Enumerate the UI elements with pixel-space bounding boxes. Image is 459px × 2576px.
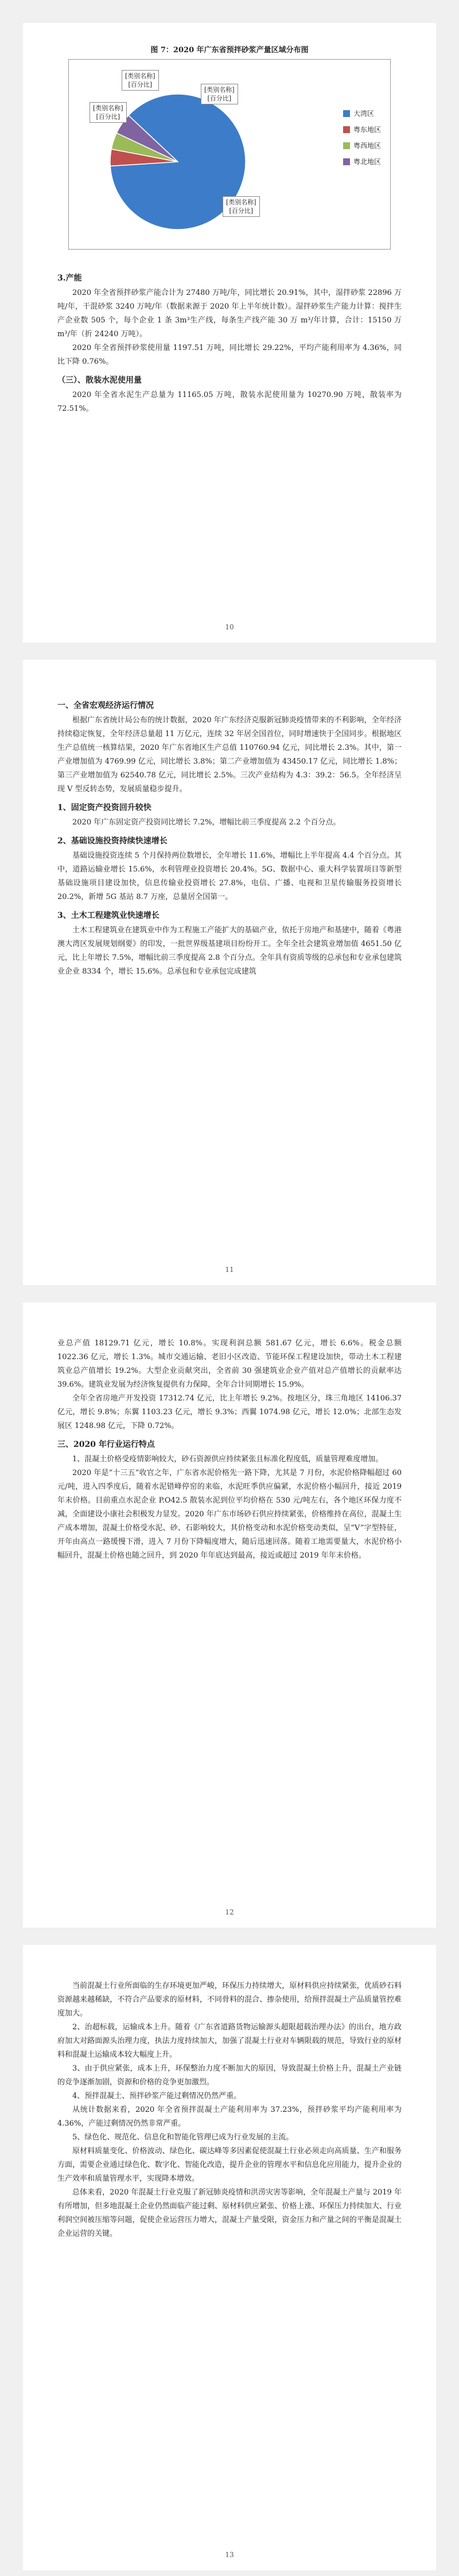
document-page-2 [23, 660, 436, 1285]
legend-item: 大湾区 [343, 106, 381, 122]
paragraph-capacity-usage: 2020 年全省预拌砂浆使用量 1197.51 万吨，同比增长 29.22%，平均产能利用率为 4.36%，同比下降 0.76%。 [57, 344, 402, 366]
paragraph-point-3: 3、由于供应紧张，成本上升，环保整治力度不断加大的原因，导致混凝土价格上升，混凝土产业链的竞争逐渐加剧，资源和价格的竞争更加激烈。 [57, 2064, 402, 2087]
section-heading-macro-economy: 一、全省宏观经济运行情况 [57, 701, 154, 710]
chart-title: 图 7：2020 年广东省预拌砂浆产量区域分布图 [150, 46, 309, 55]
paragraph-infrastructure: 基础设施投资连续 5 个月保持两位数增长，全年增长 11.6%，增幅比上半年提高 4.4 个百分点。其中，道路运输业增长 15.6%，水利管理业投资增长 20.4%。5G、数据中心、重大科学装置项目等新型基础设施项目建设加快，信息传输业投资增长 27.8%，电信、广播、电视和卫星传输服务投资增长 20.2%，新增 5G 基站 8.7 万座，总量居全国第一。 [57, 851, 402, 901]
legend-item: 粤北地区 [343, 154, 381, 170]
legend-swatch [343, 142, 350, 149]
paragraph-civil-engineering: 土木工程建筑业在建筑业中作为工程施工产能扩大的基础产业，依托于房地产和基建中，随着《粤港澳大湾区发展规划纲要》的印发，一批世界级基建项目纷纷开工。全年全社会建筑业增加值 4651.50 亿元，比上年增长 7.5%，增幅比前三季度提高 2.8 个百分点。全年具有资质等级的总承包和专业承包建筑业企业 8334 个，增长 15.6%。总承包和专业承包完成建筑 [57, 926, 402, 976]
paragraph-feature-1: 1、混凝土价格受疫情影响较大，砂石资源供应持续紧张且标准化程度低，质量管理难度增加。 [72, 1455, 383, 1464]
page-number: 12 [225, 1908, 234, 1916]
pie-label-right: [类别名称] [百分比] [201, 84, 238, 104]
legend-swatch [343, 126, 350, 133]
paragraph-point-2: 2、治超标载，运输成本上升。随着《广东省道路货物运输源头超限超载治理办法》的出台，地方政府加大对路面源头治理力度，执法力度持续加大，加强了混凝土行业对车辆限载的规范，导致行业的原材料和混凝土运输成本较大幅度上升。 [57, 2023, 402, 2059]
page-number: 13 [225, 2551, 234, 2559]
paragraph-point-4-detail: 从统计数据来看，2020 年全省预拌混凝土产能利用率为 37.23%，预拌砂浆平均产能利用率为 4.36%，产能过剩情况仍然非常严重。 [57, 2106, 402, 2128]
legend-item: 粤东地区 [343, 122, 381, 138]
legend-swatch [343, 110, 350, 117]
section-heading-civil-engineering: 3、土木工程建筑业快速增长 [57, 911, 160, 920]
legend-swatch [343, 158, 350, 165]
paragraph-feature-1-detail: 2020 年是“十三五”收官之年，广东省水泥价格先一路下降，尤其是 7 月份，水泥价格降幅超过 60 元/吨，进入四季度后，随着水泥错峰停窑的来临，水泥旺季供应偏紧，水泥价格小幅回升，接近 2019 年末价格。目前重点水泥企业 P.O42.5 散装水泥到位平均价格在 530 元/吨左右，各个地区环保力度不减，全面建设小康社会积极发力显发。2020 年广东市场砂石供应持续紧张，价格维持在高位，混凝土生产成本增加，混凝土价格受水泥、砂、石影响较大，其价格变动和水泥价格变动类似，呈“V”字型特征，开年由高点一路缓慢下滑，进入 7 月份下降幅度增大，随后迅速回落。随着工地需要量大，水泥价格小幅回升，混凝土价格也随之回升，到 2020 年年底达到最高，接近或超过 2019 年年末价格。 [57, 1469, 402, 1560]
paragraph-point-5-detail: 原材料质量变化、价格波动、绿色化、碳达峰等多因素促使混凝土行业必须走向高质量、生产和服务方面，需要企业通过绿色化、数字化、智能化改造，提升企业的管理水平和信息化应用能力，提升企业的生产效率和质量管理水平，实现降本增效。 [57, 2147, 402, 2183]
paragraph-market-conditions: 当前混凝土行业所面临的生存环境更加严峻，环保压力持续增大，原材料供应持续紧张，优质砂石料资源越来越稀缺，不符合产品要求的原材料，不同骨料的混合、掺杂使用，给预拌混凝土产品质量管控难度加大。 [57, 1982, 402, 2018]
section-heading-fixed-asset: 1、固定资产投资回升较快 [57, 803, 151, 812]
pie-chart [69, 60, 298, 249]
paragraph-macro-intro: 根据广东省统计局公布的统计数据，2020 年广东经济克服新冠肺炎疫情带来的不利影响，全年经济持续稳定恢复，全年经济总量超 11 万亿元，连续 32 年居全国首位，同时增速快于全国同步。根据地区生产总值统一核算结果，2020 年广东省地区生产总值 110760.94 亿元，同比增长 2.3%。其中，第一产业增加值为 4769.99 亿元，同比增长 3.8%；第二产业增加值为 43450.17 亿元，同比增长 1.8%；第三产业增加值为 62540.78 亿元，同比增长 2.5%。三次产业结构为 4.3：39.2：56.5。全年经济呈现 V 型反转态势，发展质量稳步提升。 [57, 716, 402, 793]
section-heading-bulk-cement: （三）、散装水泥使用量 [57, 376, 142, 385]
section-heading-capacity: 3.产能 [57, 274, 82, 283]
page-number: 11 [225, 1266, 234, 1274]
document-page-4 [23, 1945, 436, 2570]
section-heading-infrastructure: 2、基础设施投资持续快速增长 [57, 836, 168, 846]
document-page-1 [23, 23, 436, 643]
page-number: 10 [225, 623, 234, 631]
document-page-3 [23, 1302, 436, 1928]
paragraph-summary: 总体来看，2020 年混凝土行业克服了新冠肺炎疫情和洪涝灾害等影响，全年混凝土产量与 2019 年有所增加，但多地混凝土企业仍然面临产能过剩、原材料供应紧张、价格上涨、环保压力持续加大、行业利润空间被压缩等问题，促使企业运营压力增大，混凝土产量受限，资金压力和产量之间的平衡是混凝土企业运营的关键。 [57, 2188, 402, 2238]
paragraph-point-4: 4、预拌混凝土、预拌砂浆产能过剩情况仍然严重。 [72, 2092, 242, 2100]
legend-item: 粤西地区 [343, 138, 381, 154]
pie-label-bottom: [类别名称] [百分比] [223, 196, 260, 217]
pie-chart-frame [68, 59, 391, 250]
paragraph-bulk-cement: 2020 年全省水泥生产总量为 11165.05 万吨，散装水泥使用量为 10270.90 万吨，散装率为 72.51%。 [57, 391, 402, 413]
paragraph-fixed-asset: 2020 年广东固定资产投资同比增长 7.2%，增幅比前三季度提高 2.2 个百分点。 [72, 818, 341, 827]
section-heading-industry-features: 三、2020 年行业运行特点 [57, 1440, 155, 1449]
pie-label-top: [类别名称] [百分比] [122, 70, 159, 91]
paragraph-civil-continued: 业总产值 18129.71 亿元，增长 10.8%。实现利润总额 581.67 亿元，增长 6.6%。税金总额 1022.36 亿元，增长 1.3%。城市交通运输、老旧小区改造、节能环保工程建设加快，带动土木工程建筑业总产值增长 19.2%。大型企业贡献突出，全省前 30 强建筑业企业产值对总产值增长的贡献率达 39.6%。建筑业发展为经济恢复提供有力保障，全年合计同期增长 15.9%。 [57, 1339, 402, 1389]
paragraph-point-5: 5、绿色化、规范化、信息化和智能化管理已成为行业发展的主流。 [72, 2133, 294, 2142]
paragraph-real-estate: 全年全省房地产开发投资 17312.74 亿元，比上年增长 9.2%。按地区分，珠三角地区 14106.37 亿元，增长 9.8%；东翼 1103.23 亿元，增长 9.3%；西翼 1074.98 亿元，增长 12.0%；北部生态发展区 1248.98 亿元，下降 0.72%。 [57, 1394, 402, 1430]
chart-legend [343, 106, 381, 170]
pie-label-left: [类别名称] [百分比] [90, 102, 127, 123]
paragraph-capacity: 2020 年全省预拌砂浆产能合计为 27480 万吨/年，同比增长 20.91%，其中，湿拌砂浆 22896 万吨/年，干混砂浆 3240 万吨/年（数据来源于 2020 年上半年统计数）。湿拌砂浆生产能力计算：搅拌生产企业数 505 个，每个企业 1 条 3m³生产线，每条生产线产能 30 万 m³/年计算，合计：15150 万 m³/年（折 24240 万吨）。 [57, 289, 402, 338]
